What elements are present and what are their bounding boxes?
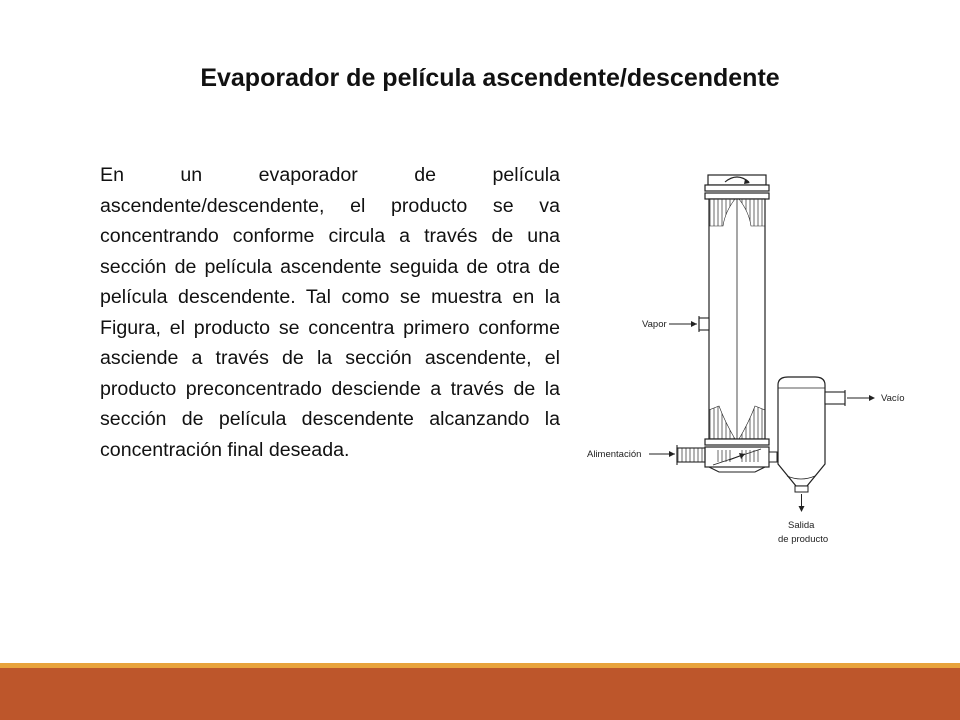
slide-title: Evaporador de película ascendente/descendente <box>200 64 780 92</box>
top-cap <box>705 175 769 199</box>
vacio-label: Vacío <box>881 393 905 404</box>
vapor-inlet <box>669 316 709 332</box>
feed-inlet <box>649 445 705 465</box>
evaporator-diagram-svg <box>585 160 945 570</box>
body-paragraph: En un evaporador de película ascendente/descendente, el producto se va concentrando conforme circula a través de una sección de película ascendente seguida de otra de película descendente. Tal como se muestra en la Figura, el producto se concentra primero conforme asciende a través de la sección ascendente, el producto preconcentrado desciende a través de la sección de película descendente alcanzando la concentración final deseada. <box>100 164 560 461</box>
vapor-label: Vapor <box>642 319 667 330</box>
vacuum-outlet <box>825 390 875 406</box>
alimentacion-label: Alimentación <box>587 449 642 460</box>
evaporator-diagram <box>585 160 945 570</box>
bottom-head <box>705 439 769 472</box>
salida-label-line1: Salida <box>788 520 815 531</box>
separator-vessel <box>778 377 825 512</box>
evaporator-column <box>709 199 765 439</box>
footer-bar <box>0 668 960 720</box>
salida-label-line2: de producto <box>778 534 829 545</box>
